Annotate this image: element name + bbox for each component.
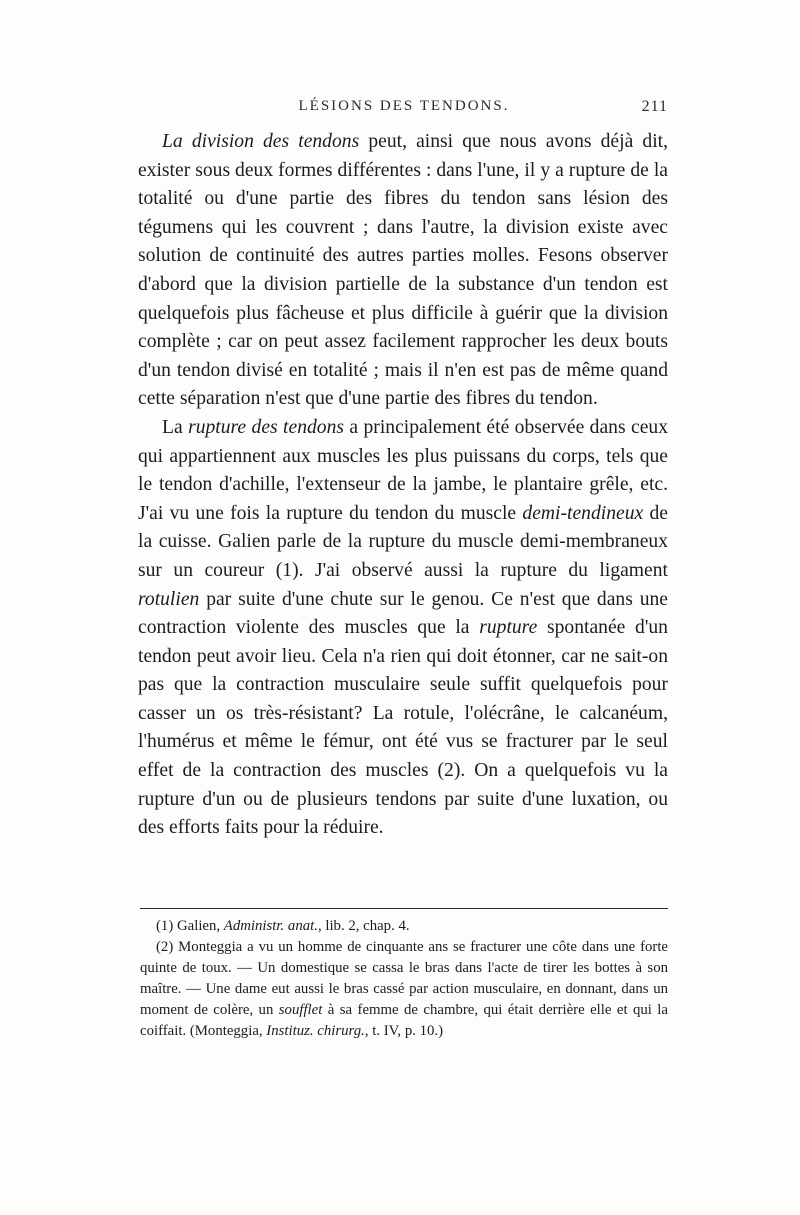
paragraph-text: La [162, 416, 189, 438]
footnote-text: (2) Monteggia a vu un homme de cinquante ans se fracturer une côte dans une forte quinte de toux. — Un domestique se cassa le bras dans l'acte de tirer les bottes à son maître. — Une dame eut aussi le bras cassé par action musculaire, en donnant, dans un moment de colère, un [140, 939, 668, 1018]
footnote-text: , t. IV, p. 10.) [364, 1023, 444, 1039]
paragraph-rupture [138, 414, 668, 843]
paragraph-text: de la cuisse. Galien parle de la rupture du muscle demi-membraneux sur un coureur (1). J'ai observé aussi la rupture du ligament [138, 502, 668, 581]
running-head: LÉSIONS DES TENDONS. [298, 98, 510, 114]
paragraph-text: spontanée d'un tendon peut avoir lieu. Cela n'a rien qui doit étonner, car ne sait-on pas que la contraction musculaire seule suffit quelquefois pour casser un os très-résistant? La rotule, l'olécrâne, le calcanéum, l'humérus et même le fémur, ont été vus se fracturer par le seul effet de la contraction des muscles (2). On a quelquefois vu la rupture d'un ou de plusieurs tendons par suite d'une luxation, ou des efforts faits pour la réduire. [138, 617, 668, 839]
paragraph-text: peut, ainsi que nous avons déjà dit, exister sous deux formes différentes : dans l'une, il y a rupture de la totalité ou d'une partie des fibres du tendon sans lésion des tégumens qui les couvrent ; dans l'autre, la division existe avec solution de continuité des autres parties molles. Fesons observer d'abord que la division partielle de la substance d'un tendon est quelquefois plus fâcheuse et plus difficile à guérir que la division complète ; car on peut assez facilement rapprocher les deux bouts d'un tendon divisé en totalité ; mais il n'en est pas de même quand cette séparation n'est que d'une partie des fibres du tendon. [138, 131, 668, 410]
italic-term: rotulien [138, 588, 200, 610]
footnote-rule [140, 908, 668, 909]
paragraph-text: par suite d'une chute sur le genou. Ce n'est que dans une contraction violente des muscles que la [138, 588, 668, 639]
page-header [140, 98, 668, 122]
main-text [138, 128, 668, 843]
footnote-text: à sa femme de chambre, qui était derrière elle et qui la coiffait. (Monteggia, [140, 1002, 668, 1039]
italic-term: soufflet [278, 1002, 323, 1018]
italic-term: rupture [479, 617, 538, 639]
footnotes [140, 916, 668, 1042]
footnote-2 [140, 937, 668, 1042]
paragraph-division [138, 128, 668, 414]
italic-title: Instituz. chirurg. [266, 1023, 365, 1039]
italic-term: demi-tendineux [522, 502, 644, 524]
footnote-text: (1) Galien, [156, 918, 224, 934]
italic-title: Administr. anat. [223, 918, 318, 934]
paragraph-text: a principalement été observée dans ceux qui appartiennent aux muscles les plus puissans du corps, tels que le tendon d'achille, l'extenseur de la jambe, le plantaire grêle, etc. J'ai vu une fois la rupture du tendon du muscle [138, 416, 668, 524]
italic-term: rupture des tendons [188, 416, 345, 438]
footnote-1 [140, 916, 668, 937]
page-number: 211 [641, 98, 668, 115]
footnote-text: , lib. 2, chap. 4. [317, 918, 410, 934]
italic-term: La division des tendons [162, 131, 360, 152]
